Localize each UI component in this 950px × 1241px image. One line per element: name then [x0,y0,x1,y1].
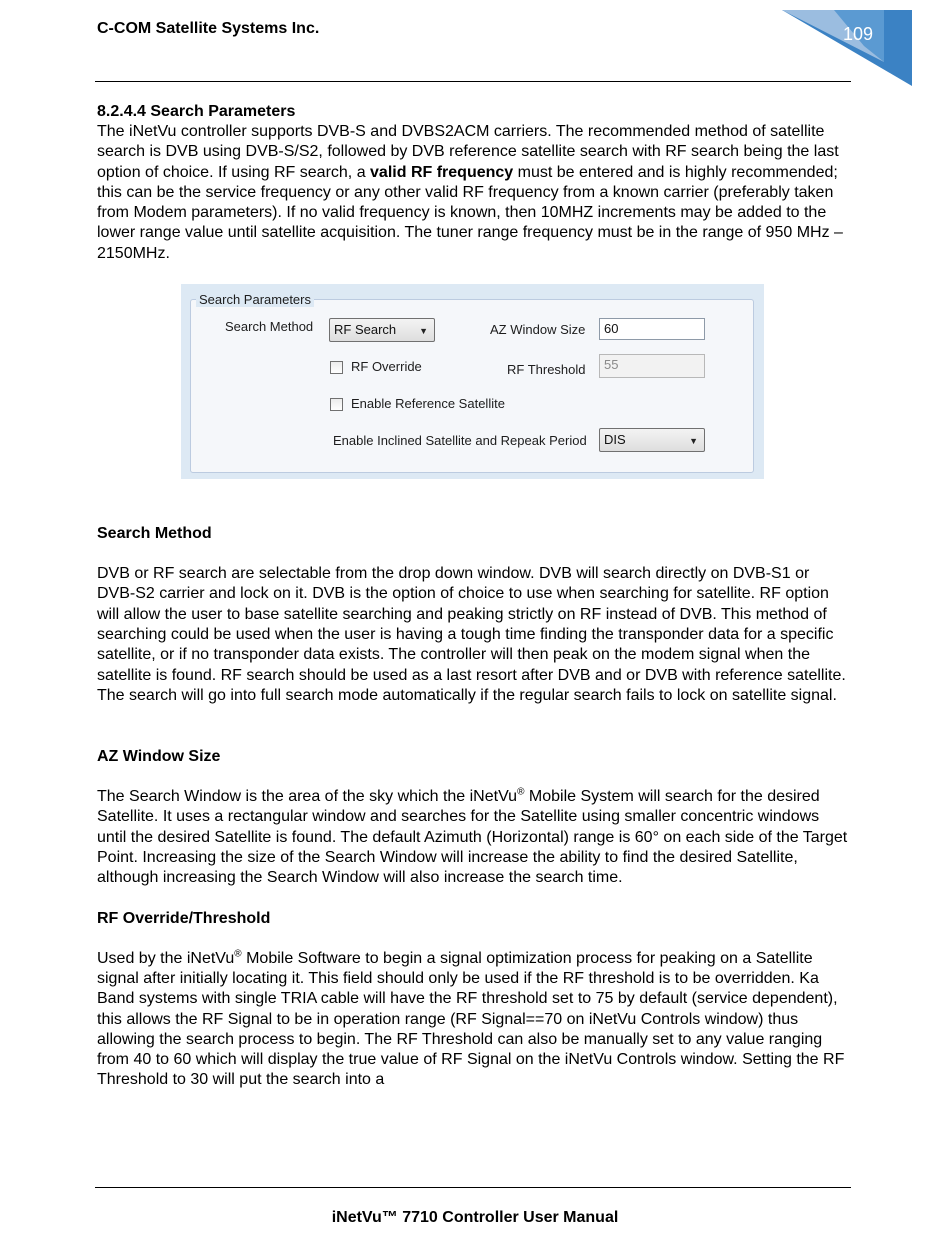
inclined-satellite-dropdown[interactable]: DIS ▼ [599,428,705,452]
section-heading-rf-override: RF Override/Threshold [97,909,271,927]
az-window-paragraph: The Search Window is the area of the sky which the iNetVu® Mobile System will search for the desired Satellite. It uses a rectangular window and searches for the Satellite using smaller concentric windows until the desired Satellite is found. The default Azimuth (Horizontal) range is 60° on each side of the Target Point. Increasing the size of the Search Window will increase the ability to find the desired Satellite, although increasing the Search Window will also increase the search time. [97,786,848,887]
enable-reference-satellite-label: Enable Reference Satellite [351,396,505,412]
section-heading-search-parameters: 8.2.4.4 Search Parameters [97,103,296,120]
screenshot-container [97,284,849,483]
search-method-label: Search Method [225,319,314,335]
search-parameters-screenshot [181,284,764,479]
section-heading-search-method: Search Method [97,525,212,543]
groupbox-title: Search Parameters [196,292,314,307]
footer-manual-title: iNetVu™ 7710 Controller User Manual [331,1209,619,1226]
footer-rule [95,1187,851,1188]
search-parameters-paragraph: The iNetVu controller supports DVB-S and DVBS2ACM carriers. The recommended method of satellite search is DVB using DVB-S/S2, followed by DVB reference satellite search with RF search being the last option of choice. If using RF search, a valid RF frequency must be entered and is highly recommended; this can be the service frequency or any other valid RF frequency from a known carrier (preferably taken from Modem parameters). If no valid frequency is known, then 10MHZ increments may be added to the lower range value until satellite acquisition. The tuner range frequency must be in the range of 950 MHz – 2150MHz. [97,123,843,262]
page-content [97,102,849,1091]
search-method-dropdown[interactable]: RF Search ▼ [329,318,435,342]
rf-threshold-label: RF Threshold [507,362,586,378]
enable-reference-satellite-checkbox[interactable] [330,398,343,411]
rf-override-paragraph: Used by the iNetVu® Mobile Software to begin a signal optimization process for peaking on a Satellite signal after initially locating it. This field should only be used if the RF threshold is to be overridden. Ka Band systems with single TRIA cable will have the RF threshold set to 75 by default (service dependent), this allows the RF Signal to be in operation range (RF Signal==70 on iNetVu Controls window) thus allowing the search process to begin. The RF Threshold can also be manually set to any value ranging from 40 to 60 which will display the true value of RF Signal on the iNetVu Controls window. Setting the RF Threshold to 30 will put the search into a [97,948,845,1089]
chevron-down-icon: ▼ [419,326,428,337]
chevron-down-icon: ▼ [689,436,698,447]
inclined-satellite-label: Enable Inclined Satellite and Repeak Period [333,433,587,449]
page-number: 109 [842,24,874,44]
az-window-size-input[interactable]: 60 [599,318,705,340]
bold-valid-rf-frequency: valid RF frequency [370,163,514,181]
rf-override-label: RF Override [351,359,422,375]
az-window-size-label: AZ Window Size [490,322,586,338]
header-rule [95,81,851,82]
page-corner-flag [782,10,912,86]
search-method-paragraph: DVB or RF search are selectable from the drop down window. DVB will search directly on DVB-S1 or DVB-S2 carrier and lock on it. DVB is the option of choice to use when searching for satellite. RF option will allow the user to base satellite searching and peaking strictly on RF instead of DVB. This method of searching could be used when the user is having a tough time finding the transponder data for a specific satellite, or if no transponder data exists. The controller will then peak on the modem signal when the satellite is found. RF search should be used as a last resort after DVB and or DVB with reference satellite. The search will go into full search mode automatically if the regular search fails to lock on satellite signal. [97,565,846,704]
rf-threshold-input[interactable]: 55 [599,354,705,378]
company-name: C-COM Satellite Systems Inc. [97,20,320,37]
rf-override-checkbox[interactable] [330,361,343,374]
section-heading-az-window-size: AZ Window Size [97,748,221,766]
